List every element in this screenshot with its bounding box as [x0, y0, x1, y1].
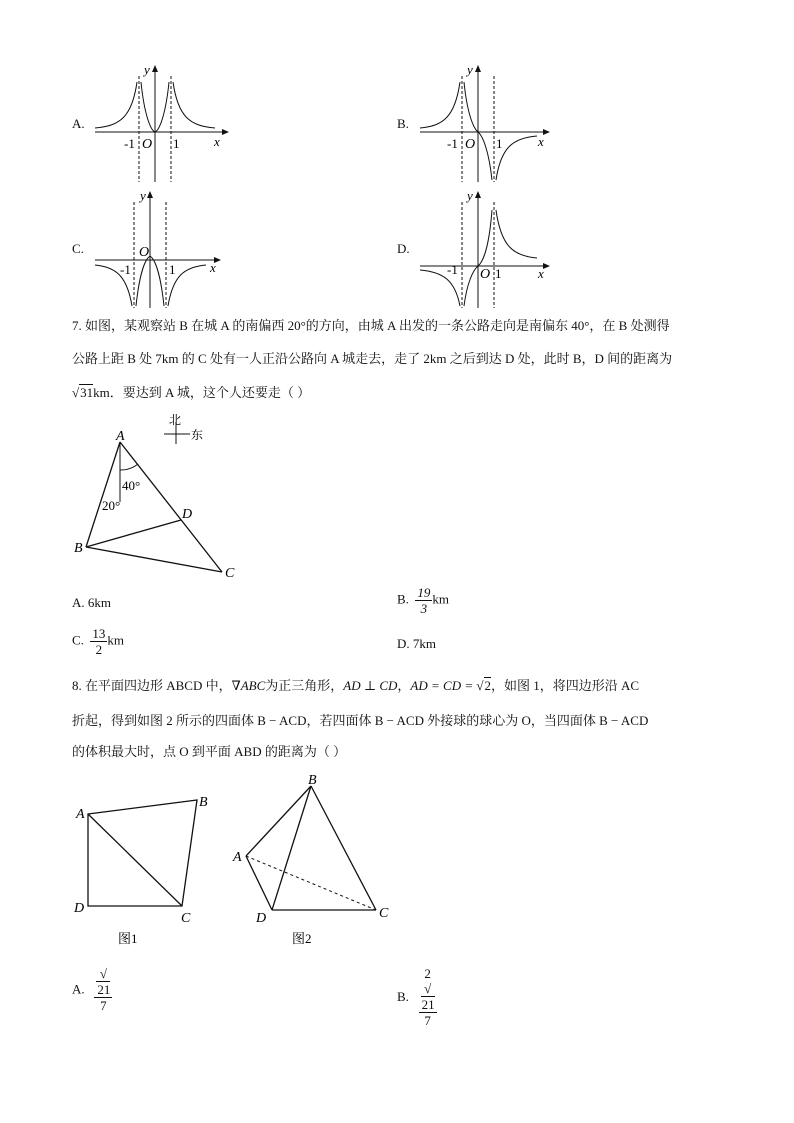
figure-2-caption: 图2 — [292, 931, 312, 946]
origin-label: O — [142, 137, 153, 152]
tick-pos-label: 1 — [496, 136, 503, 151]
angle-40-label: 40° — [122, 478, 141, 493]
compass-east-label: 东 — [191, 428, 204, 442]
q8-figure-2 — [230, 772, 400, 952]
origin-label: O — [465, 137, 476, 152]
axis-y-label: y — [144, 62, 150, 77]
point-b: B — [308, 773, 317, 788]
q8-line-2: 折起，得到如图 2 所示的四面体 B − ACD，若四面体 B − ACD 外接球的球心为 O，当四面体 B − ACD — [72, 713, 649, 728]
q6-option-a-label: A. — [72, 116, 85, 131]
tick-neg-label: -1 — [447, 136, 458, 151]
point-a: A — [116, 429, 125, 444]
q7-sqrt-31: 31 — [80, 385, 94, 400]
point-c: C — [379, 906, 389, 921]
point-b: B — [74, 541, 83, 556]
axis-x-label: x — [538, 134, 544, 149]
fraction: $\frac{19}{3}$ — [417, 585, 431, 616]
point-b: B — [199, 795, 208, 810]
fraction: √ 21 7 — [94, 966, 112, 1013]
q7-option-c: C. $\frac{13}{2}$ km — [72, 626, 125, 657]
point-d: D — [182, 507, 193, 522]
point-d: D — [256, 911, 267, 926]
axis-x-label: x — [210, 260, 216, 275]
q8-option-a: A. √ 21 7 — [72, 966, 111, 1013]
tick-neg-label: -1 — [124, 136, 135, 151]
axis-x-label: x — [214, 134, 220, 149]
q6-option-c-label: C. — [72, 241, 84, 256]
axis-x-label: x — [538, 266, 544, 281]
q7-line-2: 公路上距 B 处 7km 的 C 处有一人正沿公路向 A 城走去，走了 2km 之后到达 D 处，此时 B，D 间的距离为 — [72, 351, 673, 366]
axis-y-label: y — [467, 188, 473, 203]
origin-label: O — [480, 267, 491, 282]
q7-option-b: B. $\frac{19}{3}$ km — [397, 585, 450, 616]
q6-graph-d — [415, 188, 555, 312]
q8-line-1: 8. 在平面四边形 ABCD 中，∇ABC为正三角形，AD ⊥ CD，AD = CD = √2，如图 1，将四边形沿 AC — [72, 678, 640, 693]
tick-neg-label: -1 — [120, 262, 131, 277]
axis-y-label: y — [140, 188, 146, 203]
point-d: D — [74, 901, 85, 916]
axis-y-label: y — [467, 62, 473, 77]
point-a: A — [76, 807, 85, 822]
tick-pos-label: 1 — [169, 262, 176, 277]
fraction: $\frac{13}{2}$ — [92, 626, 106, 657]
q8-option-b: B. 2 √ 21 7 — [397, 966, 435, 1028]
q6-graph-a — [90, 62, 230, 186]
tick-pos-label: 1 — [495, 266, 502, 281]
angle-20-label: 20° — [102, 498, 121, 513]
q6-option-b-label: B. — [397, 116, 409, 131]
q7-line-3: √31km．要达到 A 城，这个人还要走（ ） — [72, 385, 311, 400]
figure-1-caption: 图1 — [118, 931, 138, 946]
point-c: C — [225, 566, 235, 581]
tick-neg-label: -1 — [447, 262, 458, 277]
tick-pos-label: 1 — [173, 136, 180, 151]
q6-graph-c — [90, 188, 230, 312]
q6-graph-b — [415, 62, 555, 186]
q8-line-3: 的体积最大时，点 O 到平面 ABD 的距离为（ ） — [72, 744, 347, 759]
q7-line-3-rest: km．要达到 A 城，这个人还要走（ ） — [93, 385, 311, 400]
q7-option-a: A. 6km — [72, 595, 112, 610]
origin-label: O — [139, 245, 150, 260]
q7-line-1: 7. 如图，某观察站 B 在城 A 的南偏西 20°的方向，由城 A 出发的一条公路走向是南偏东 40°，在 B 处测得 — [72, 318, 670, 333]
point-a: A — [233, 850, 242, 865]
q7-option-d: D. 7km — [397, 636, 437, 651]
fraction: 2 √ 21 7 — [419, 966, 437, 1028]
compass-north-label: 北 — [169, 413, 182, 427]
q7-figure — [70, 412, 250, 582]
q8-figure-1 — [68, 790, 228, 950]
q6-option-d-label: D. — [397, 241, 410, 256]
point-c: C — [181, 911, 191, 926]
